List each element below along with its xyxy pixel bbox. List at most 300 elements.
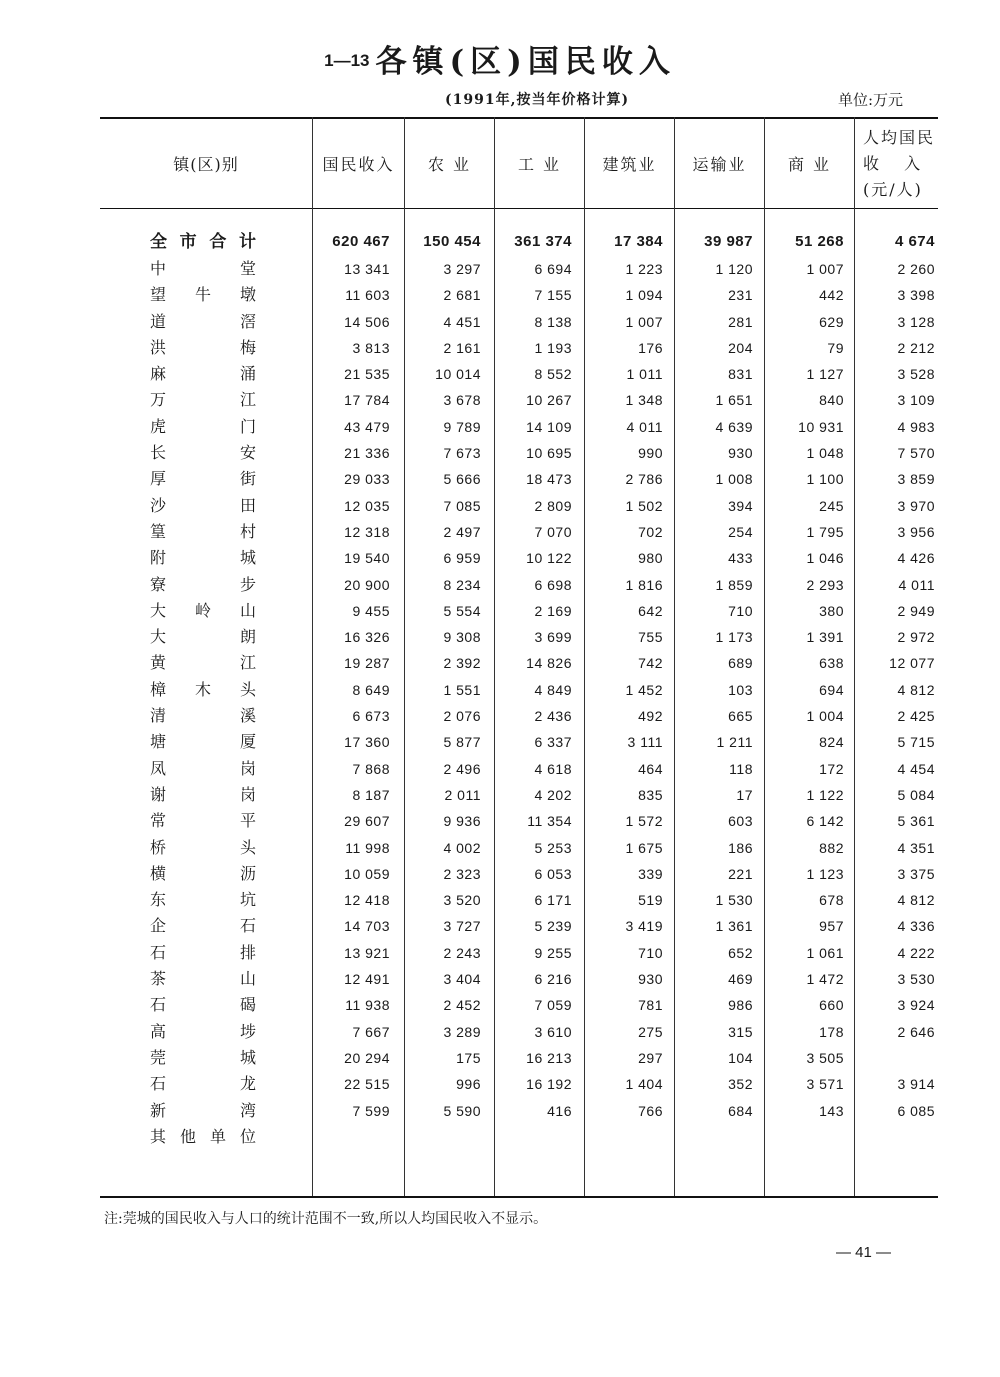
value-cell: 2 436 [534, 708, 572, 725]
value-cell: 930 [728, 445, 753, 462]
header-per-capita [855, 119, 938, 208]
table-row [100, 1071, 938, 1097]
value-cell [765, 1124, 844, 1150]
value-cell: 1 391 [806, 629, 844, 646]
value-cell: 469 [728, 971, 753, 988]
value-cell: 1 011 [626, 366, 663, 383]
value-cell: 1 122 [806, 786, 844, 803]
value-cell: 3 528 [897, 366, 935, 383]
value-cell: 6 216 [534, 971, 572, 988]
region-name: 麻 涌 [150, 364, 256, 384]
value-cell: 275 [638, 1023, 663, 1040]
header-per-capita-line: (元/人) [863, 179, 923, 199]
value-cell: 4 002 [443, 839, 481, 856]
table-row [100, 493, 938, 519]
value-cell: 5 666 [443, 471, 481, 488]
value-cell: 7 155 [534, 287, 572, 304]
header-national-income: 国民收入 [322, 155, 395, 174]
value-cell: 245 [819, 497, 844, 514]
value-cell: 16 192 [526, 1076, 572, 1093]
value-cell: 9 255 [534, 944, 572, 961]
region-name: 高 埗 [150, 1021, 256, 1041]
value-cell: 4 011 [898, 576, 935, 593]
table-row [100, 598, 938, 624]
value-cell: 3 914 [897, 1076, 935, 1093]
table-row [100, 992, 938, 1018]
table-row [100, 361, 938, 387]
value-cell: 3 530 [897, 971, 935, 988]
table-row [100, 440, 938, 466]
value-cell: 519 [638, 892, 663, 909]
value-cell: 118 [729, 760, 753, 777]
value-cell: 3 375 [897, 865, 935, 882]
value-cell: 1 007 [625, 313, 663, 330]
value-cell: 9 789 [443, 418, 481, 435]
region-name: 凤 岗 [150, 758, 256, 778]
value-cell: 14 703 [344, 918, 390, 935]
value-cell: 14 506 [344, 313, 390, 330]
value-cell: 221 [728, 865, 753, 882]
value-cell: 629 [819, 313, 844, 330]
table-row [100, 1098, 938, 1124]
value-cell: 175 [456, 1049, 481, 1066]
value-cell: 6 171 [534, 892, 572, 909]
value-cell: 980 [638, 550, 663, 567]
value-cell: 1 348 [625, 392, 663, 409]
value-cell: 7 673 [443, 445, 481, 462]
value-cell: 642 [638, 602, 663, 619]
value-cell: 433 [728, 550, 753, 567]
region-name: 虎 门 [150, 416, 256, 436]
region-name: 大 岭 山 [150, 600, 256, 620]
value-cell: 2 323 [443, 865, 481, 882]
value-cell: 16 326 [344, 629, 390, 646]
value-cell: 14 826 [526, 655, 572, 672]
value-cell: 2 425 [897, 708, 935, 725]
value-cell: 9 455 [352, 602, 390, 619]
value-cell: 2 011 [444, 786, 481, 803]
table-row [100, 282, 938, 308]
region-name: 沙 田 [150, 495, 256, 515]
value-cell: 665 [728, 708, 753, 725]
value-cell: 21 535 [344, 366, 390, 383]
value-cell: 143 [819, 1102, 844, 1119]
value-cell: 3 297 [443, 261, 481, 277]
value-cell: 2 293 [806, 576, 844, 593]
value-cell: 12 318 [344, 523, 390, 540]
header-region: 镇(区)别 [173, 155, 239, 174]
value-cell: 2 161 [443, 339, 481, 356]
value-cell: 204 [728, 339, 753, 356]
value-cell: 678 [819, 892, 844, 909]
table-row [100, 387, 938, 413]
value-cell: 3 727 [443, 918, 481, 935]
value-cell [855, 1124, 935, 1150]
table-row [100, 335, 938, 361]
value-cell: 19 540 [344, 550, 390, 567]
region-name: 茶 山 [150, 969, 256, 989]
value-cell [855, 1045, 935, 1071]
value-cell: 12 491 [344, 971, 390, 988]
value-cell: 957 [819, 918, 844, 935]
region-name: 寮 步 [150, 574, 256, 594]
table-row [100, 650, 938, 676]
value-cell: 6 698 [534, 576, 572, 593]
table-row [100, 808, 938, 834]
value-cell: 3 956 [897, 523, 935, 540]
region-name: 石 碣 [150, 995, 256, 1015]
table-number: 1—13 [324, 51, 370, 70]
value-cell: 5 554 [443, 602, 481, 619]
value-cell: 17 784 [344, 392, 390, 409]
region-name: 洪 梅 [150, 337, 256, 357]
value-cell: 21 336 [344, 445, 390, 462]
value-cell: 1 816 [625, 576, 663, 593]
value-cell: 2 212 [897, 339, 935, 356]
value-cell: 1 061 [806, 944, 844, 961]
value-cell: 8 187 [352, 786, 390, 803]
value-cell: 652 [728, 944, 753, 961]
region-name: 望 牛 墩 [150, 285, 256, 305]
value-cell: 51 268 [795, 233, 844, 250]
value-cell: 8 552 [534, 366, 572, 383]
value-cell: 2 076 [443, 708, 481, 725]
value-cell: 416 [547, 1102, 572, 1119]
value-cell: 10 931 [798, 418, 844, 435]
value-cell: 2 497 [443, 523, 481, 540]
value-cell: 103 [728, 681, 753, 698]
table-row [100, 545, 938, 571]
value-cell: 684 [728, 1102, 753, 1119]
value-cell: 1 046 [806, 550, 844, 567]
value-cell: 12 035 [344, 497, 390, 514]
value-cell: 2 681 [443, 287, 481, 304]
region-name: 篁 村 [150, 521, 256, 541]
table-row [100, 835, 938, 861]
value-cell: 4 351 [897, 839, 935, 856]
region-name: 清 溪 [150, 706, 256, 726]
value-cell: 4 451 [443, 313, 481, 330]
value-cell: 14 109 [526, 418, 572, 435]
header-bottom-rule [100, 208, 938, 209]
value-cell: 6 337 [534, 734, 572, 751]
table-row [100, 1019, 938, 1045]
value-cell: 694 [819, 681, 844, 698]
value-cell: 4 336 [897, 918, 935, 935]
value-cell: 3 111 [627, 734, 663, 751]
value-cell: 4 812 [897, 892, 935, 909]
value-cell: 4 202 [534, 786, 572, 803]
region-name: 道 滘 [150, 311, 256, 331]
region-name: 常 平 [150, 811, 256, 831]
value-cell: 1 404 [625, 1076, 663, 1093]
value-cell: 1 530 [715, 892, 753, 909]
region-name: 企 石 [150, 916, 256, 936]
value-cell: 3 289 [443, 1023, 481, 1040]
value-cell: 10 014 [435, 366, 481, 383]
value-cell: 1 007 [806, 261, 844, 277]
value-cell: 7 570 [897, 445, 935, 462]
value-cell: 3 813 [352, 339, 390, 356]
value-cell: 39 987 [704, 233, 753, 250]
value-cell: 5 361 [897, 813, 935, 830]
value-cell: 8 138 [534, 313, 572, 330]
value-cell: 12 418 [344, 892, 390, 909]
value-cell: 176 [638, 339, 663, 356]
value-cell: 11 938 [345, 997, 390, 1014]
table-row [100, 966, 938, 992]
value-cell: 3 859 [897, 471, 935, 488]
value-cell: 3 404 [443, 971, 481, 988]
value-cell: 29 607 [344, 813, 390, 830]
value-cell: 8 649 [352, 681, 390, 698]
value-cell: 3 505 [806, 1049, 844, 1066]
value-cell: 315 [728, 1023, 753, 1040]
value-cell: 17 384 [614, 233, 663, 250]
table-row [100, 1124, 938, 1150]
value-cell: 10 267 [526, 392, 572, 409]
value-cell: 1 223 [625, 261, 663, 277]
table-row [100, 861, 938, 887]
value-cell: 7 667 [352, 1023, 390, 1040]
value-cell: 5 239 [534, 918, 572, 935]
value-cell: 231 [728, 287, 753, 304]
value-cell: 1 120 [715, 261, 753, 277]
value-cell: 1 004 [806, 708, 844, 725]
value-cell: 186 [728, 839, 753, 856]
region-name: 其 他 单 位 [150, 1126, 256, 1146]
value-cell: 6 959 [443, 550, 481, 567]
value-cell: 9 308 [443, 629, 481, 646]
value-cell: 9 936 [443, 813, 481, 830]
value-cell: 16 213 [526, 1049, 572, 1066]
value-cell: 1 048 [806, 445, 844, 462]
value-cell: 2 949 [897, 602, 935, 619]
region-name: 厚 街 [150, 469, 256, 489]
value-cell: 840 [819, 392, 844, 409]
region-name: 附 城 [150, 548, 256, 568]
value-cell: 281 [728, 313, 753, 330]
value-cell: 13 341 [344, 261, 390, 277]
header-construction: 建筑业 [602, 155, 657, 174]
value-cell: 1 572 [625, 813, 663, 830]
unit-label: 单位:万元 [838, 91, 904, 109]
region-name: 东 坑 [150, 890, 256, 910]
value-cell: 22 515 [344, 1076, 390, 1093]
value-cell: 7 599 [352, 1102, 390, 1119]
region-name: 黄 江 [150, 653, 256, 673]
value-cell: 4 849 [534, 681, 572, 698]
footnote: 注:莞城的国民收入与人口的统计范围不一致,所以人均国民收入不显示。 [104, 1211, 548, 1227]
value-cell: 394 [728, 497, 753, 514]
value-cell: 660 [819, 997, 844, 1014]
region-name: 大 朗 [150, 627, 256, 647]
value-cell: 702 [638, 523, 663, 540]
value-cell: 13 921 [344, 944, 390, 961]
value-cell: 2 972 [897, 629, 935, 646]
value-cell: 3 109 [897, 392, 935, 409]
value-cell: 1 008 [715, 471, 753, 488]
value-cell: 2 786 [625, 471, 663, 488]
value-cell: 4 454 [897, 760, 935, 777]
region-name: 石 排 [150, 942, 256, 962]
value-cell: 2 260 [897, 261, 935, 277]
value-cell: 20 900 [344, 576, 390, 593]
value-cell: 7 070 [534, 523, 572, 540]
table-row [100, 1045, 938, 1071]
value-cell: 6 053 [534, 865, 572, 882]
region-name: 樟 木 头 [150, 679, 256, 699]
value-cell: 8 234 [443, 576, 481, 593]
value-cell: 1 502 [625, 497, 663, 514]
value-cell: 1 452 [625, 681, 663, 698]
value-cell: 3 678 [443, 392, 481, 409]
table-row [100, 756, 938, 782]
value-cell: 1 094 [625, 287, 663, 304]
region-name: 横 沥 [150, 863, 256, 883]
header-commerce: 商 业 [787, 155, 832, 174]
header-per-capita-line: 人均国民 [863, 127, 936, 147]
value-cell: 150 454 [423, 233, 481, 250]
value-cell: 6 694 [534, 261, 572, 277]
value-cell: 6 085 [897, 1102, 935, 1119]
value-cell: 831 [728, 366, 753, 383]
value-cell: 6 673 [352, 708, 390, 725]
value-cell: 11 354 [527, 813, 572, 830]
header-transport: 运输业 [692, 155, 747, 174]
value-cell: 7 059 [534, 997, 572, 1014]
table-row [100, 624, 938, 650]
value-cell: 1 472 [806, 971, 844, 988]
value-cell: 4 222 [897, 944, 935, 961]
table-row [100, 940, 938, 966]
value-cell: 1 127 [806, 366, 844, 383]
value-cell: 1 651 [715, 392, 753, 409]
value-cell: 17 360 [344, 734, 390, 751]
value-cell: 352 [728, 1076, 753, 1093]
value-cell: 3 571 [806, 1076, 844, 1093]
region-name: 新 湾 [150, 1100, 256, 1120]
value-cell: 1 675 [625, 839, 663, 856]
value-cell: 2 646 [897, 1023, 935, 1040]
region-name: 万 江 [150, 390, 256, 410]
table-row [100, 703, 938, 729]
table-row [100, 913, 938, 939]
value-cell: 1 193 [534, 339, 572, 356]
header-industry: 工 业 [517, 155, 562, 174]
value-cell: 361 374 [514, 233, 572, 250]
value-cell: 2 452 [443, 997, 481, 1014]
value-cell: 3 610 [534, 1023, 572, 1040]
value-cell: 996 [456, 1076, 481, 1093]
value-cell: 12 077 [889, 655, 935, 672]
value-cell: 3 699 [534, 629, 572, 646]
value-cell: 1 859 [715, 576, 753, 593]
value-cell: 4 983 [897, 418, 935, 435]
page-title [0, 36, 1000, 81]
region-name: 桥 头 [150, 837, 256, 857]
value-cell: 620 467 [332, 233, 390, 250]
value-cell [312, 1124, 390, 1150]
value-cell: 3 398 [897, 287, 935, 304]
value-cell: 3 924 [897, 997, 935, 1014]
value-cell: 5 715 [897, 734, 935, 751]
value-cell: 5 877 [443, 734, 481, 751]
value-cell: 766 [638, 1102, 663, 1119]
value-cell: 2 243 [443, 944, 481, 961]
value-cell: 3 970 [897, 497, 935, 514]
table-body [100, 229, 938, 1150]
value-cell: 442 [819, 287, 844, 304]
value-cell: 11 603 [345, 287, 390, 304]
value-cell [405, 1124, 481, 1150]
value-cell: 20 294 [344, 1049, 390, 1066]
value-cell: 10 695 [526, 445, 572, 462]
table-row [100, 677, 938, 703]
value-cell: 178 [819, 1023, 844, 1040]
value-cell: 755 [638, 629, 663, 646]
header-agriculture: 农 业 [427, 155, 472, 174]
value-cell: 7 868 [352, 760, 390, 777]
region-name: 塘 厦 [150, 732, 256, 752]
value-cell: 10 059 [344, 865, 390, 882]
value-cell: 1 361 [715, 918, 753, 935]
value-cell: 835 [638, 786, 663, 803]
table-bottom-rule [100, 1196, 938, 1198]
value-cell: 689 [728, 655, 753, 672]
table-row [100, 572, 938, 598]
value-cell: 4 674 [894, 233, 935, 250]
table-row [100, 256, 938, 282]
value-cell: 7 085 [443, 497, 481, 514]
value-cell: 10 122 [526, 550, 572, 567]
value-cell [495, 1124, 572, 1150]
value-cell: 986 [728, 997, 753, 1014]
table-row [100, 414, 938, 440]
value-cell: 11 998 [345, 839, 390, 856]
value-cell: 492 [638, 708, 663, 725]
value-cell: 43 479 [344, 418, 390, 435]
region-name: 中 堂 [150, 259, 256, 278]
value-cell: 638 [819, 655, 844, 672]
value-cell: 824 [819, 734, 844, 751]
table-row [100, 309, 938, 335]
value-cell: 104 [728, 1049, 753, 1066]
value-cell: 4 639 [715, 418, 753, 435]
value-cell: 742 [638, 655, 663, 672]
value-cell: 2 392 [443, 655, 481, 672]
value-cell: 4 812 [897, 681, 935, 698]
value-cell: 603 [728, 813, 753, 830]
region-name: 谢 岗 [150, 784, 256, 804]
value-cell: 1 123 [806, 865, 844, 882]
value-cell: 18 473 [526, 471, 572, 488]
value-cell: 2 496 [443, 760, 481, 777]
value-cell: 6 142 [806, 813, 844, 830]
table-row [100, 887, 938, 913]
region-name: 莞 城 [150, 1047, 256, 1067]
table-title: 各镇(区)国民收入 [375, 44, 676, 80]
value-cell: 1 100 [806, 471, 844, 488]
total-row [100, 229, 938, 256]
value-cell: 2 809 [534, 497, 572, 514]
value-cell: 464 [638, 760, 663, 777]
value-cell: 1 795 [806, 523, 844, 540]
table-subtitle: (1991年,按当年价格计算) [445, 92, 630, 108]
value-cell: 254 [728, 523, 753, 540]
value-cell: 172 [819, 760, 844, 777]
value-cell: 17 [736, 786, 753, 803]
